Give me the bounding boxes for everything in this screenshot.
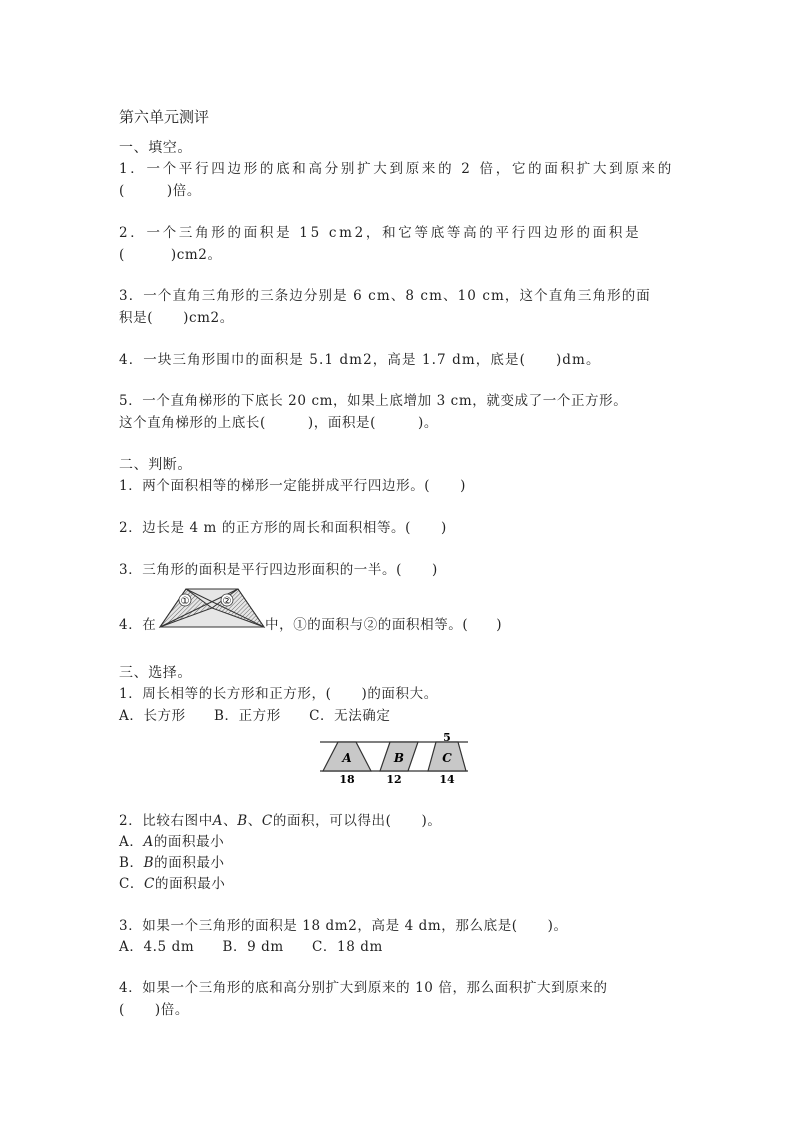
label-top-5: 5 (443, 731, 451, 744)
figure-label-2: ② (222, 596, 232, 607)
base-label-c: 14 (439, 773, 455, 786)
page-title: 第六单元测评 (119, 108, 210, 126)
shapes-figure (318, 730, 470, 788)
choice-q1: 1．周长相等的长方形和正方形，( )的面积大。 (119, 686, 438, 702)
choice-q4-line1: 4．如果一个三角形的底和高分别扩大到原来的 10 倍，那么面积扩大到原来的 (119, 980, 608, 996)
fill-q5-line1: 5．一个直角梯形的下底长 20 cm，如果上底增加 3 cm，就变成了一个正方形。 (119, 393, 628, 409)
triangles-figure (158, 586, 266, 630)
judge-q4-suffix: 中，①的面积与②的面积相等。( ) (265, 617, 503, 633)
label-a: A (342, 751, 352, 765)
fill-q1-line2: ( )倍。 (119, 183, 201, 199)
judge-q3: 3．三角形的面积是平行四边形面积的一半。( ) (119, 562, 438, 578)
figure-label-1: ① (180, 596, 190, 607)
base-label-b: 12 (386, 773, 402, 786)
fill-q3-line2: 积是( )cm2。 (119, 310, 234, 326)
fill-q4: 4．一块三角形围巾的面积是 5.1 dm2，高是 1.7 dm，底是( )dm。 (119, 352, 601, 368)
fill-q2-line2: ( )cm2。 (119, 247, 222, 263)
choice-q2-option-a: A．A的面积最小 (119, 834, 225, 850)
section-heading-fill: 一、填空。 (119, 140, 192, 156)
choice-q2-option-c: C．C的面积最小 (119, 876, 226, 892)
fill-q3-line1: 3．一个直角三角形的三条边分别是 6 cm、8 cm、10 cm，这个直角三角形的面 (119, 288, 651, 304)
choice-q3-options: A．4.5 dm B．9 dm C．18 dm (119, 939, 383, 955)
fill-q2-line1: 2．一个三角形的面积是 15 cm2，和它等底等高的平行四边形的面积是 (119, 225, 642, 241)
fill-q5-line2: 这个直角梯形的上底长( )，面积是( )。 (119, 415, 438, 431)
section-heading-judge: 二、判断。 (119, 457, 192, 473)
label-c: C (442, 751, 452, 765)
label-b: B (393, 751, 405, 765)
section-heading-choice: 三、选择。 (119, 665, 192, 681)
fill-q1-line1: 1．一个平行四边形的底和高分别扩大到原来的 2 倍，它的面积扩大到原来的 (119, 161, 674, 177)
judge-q2: 2．边长是 4 m 的正方形的周长和面积相等。( ) (119, 520, 447, 536)
choice-q2-option-b: B．B的面积最小 (119, 855, 225, 871)
judge-q4-prefix: 4．在 (119, 617, 157, 633)
choice-q4-line2: ( )倍。 (119, 1002, 189, 1018)
choice-q3: 3．如果一个三角形的面积是 18 dm2，高是 4 dm，那么底是( )。 (119, 918, 568, 934)
base-label-a: 18 (339, 773, 355, 786)
judge-q1: 1．两个面积相等的梯形一定能拼成平行四边形。( ) (119, 478, 467, 494)
choice-q2: 2．比较右图中A、B、C的面积，可以得出( )。 (119, 813, 442, 829)
choice-q1-options: A．长方形 B．正方形 C．无法确定 (119, 708, 391, 724)
